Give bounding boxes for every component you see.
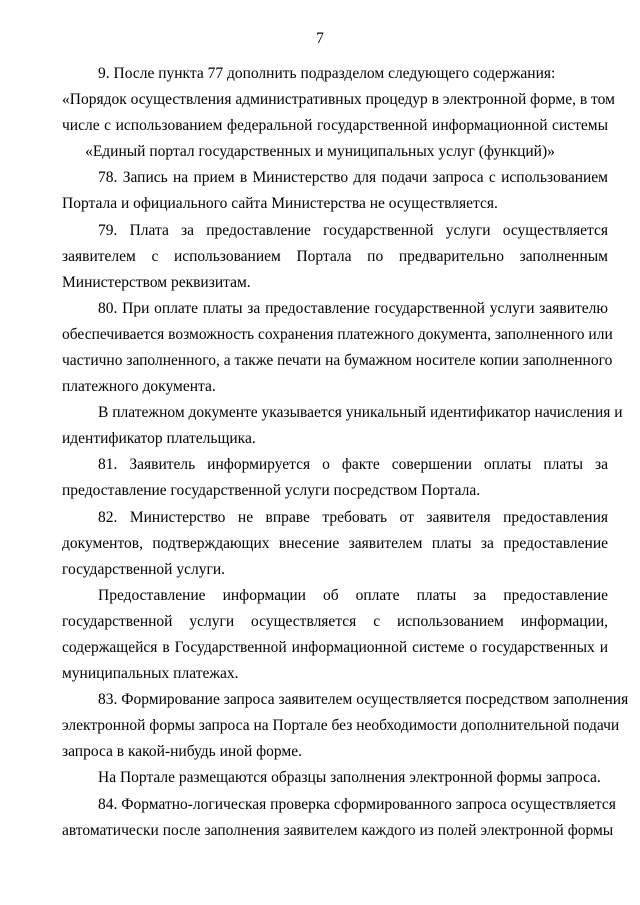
paragraph-84-line: автоматически после заполнения заявителем каждого из полей электронной формы [62,822,614,839]
paragraph-83-line: 83. Формирование запроса заявителем осуществляется посредством заполнения [98,691,629,708]
section-title-line: числе с использованием федеральной государственной информационной системы [62,117,608,134]
section-title-line: «Единый портал государственных и муниципальных услуг (функций)» [85,143,555,160]
paragraph-82-line: 82. Министерство не вправе требовать от заявителя предоставления [98,509,608,526]
paragraph-80-line: частично заполненного, а также печати на бумажном носителе копии заполненного [62,352,613,369]
paragraph-82-line: государственной услуги. [62,561,225,578]
paragraph-80-line: платежного документа. [62,378,216,395]
paragraph-84-line: 84. Форматно-логическая проверка сформированного запроса осуществляется [98,796,616,813]
paragraph-line: содержащейся в Государственной информационной системе о государственных и [62,639,608,656]
paragraph-80-line: обеспечивается возможность сохранения платежного документа, заполненного или [62,326,613,343]
paragraph-79-line: заявителем с использованием Портала по предварительно заполненным [62,248,608,265]
section-title-line: «Порядок осуществления административных процедур в электронной форме, в том [62,91,615,108]
paragraph-line: государственной услуги осуществляется с использованием информации, [62,613,608,630]
paragraph-82-line: документов, подтверждающих внесение заявителем платы за предоставление [62,535,608,552]
paragraph-83-line: запроса в какой-нибудь иной форме. [62,743,302,760]
page-number: 7 [316,30,324,47]
paragraph-line: идентификатор плательщика. [62,430,256,447]
paragraph-line: Предоставление информации об оплате платы за предоставление [98,587,608,604]
paragraph-line: муниципальных платежах. [62,665,239,682]
paragraph-9-line: 9. После пункта 77 дополнить подразделом следующего содержания: [98,65,556,82]
paragraph-83-line: электронной формы запроса на Портале без необходимости дополнительной подачи [62,717,620,734]
paragraph-81-line: 81. Заявитель информируется о факте совершении оплаты платы за [98,456,608,473]
paragraph-78-line: 78. Запись на прием в Министерство для подачи запроса с использованием [98,169,608,186]
paragraph-line: На Портале размещаются образцы заполнения электронной формы запроса. [98,769,601,786]
paragraph-78-line: Портала и официального сайта Министерства не осуществляется. [62,195,498,212]
paragraph-79-line: Министерством реквизитам. [62,274,251,291]
paragraph-81-line: предоставление государственной услуги посредством Портала. [62,482,481,499]
paragraph-line: В платежном документе указывается уникальный идентификатор начисления и [98,404,623,421]
paragraph-79-line: 79. Плата за предоставление государственной услуги осуществляется [98,222,608,239]
paragraph-80-line: 80. При оплате платы за предоставление государственной услуги заявителю [98,300,608,317]
